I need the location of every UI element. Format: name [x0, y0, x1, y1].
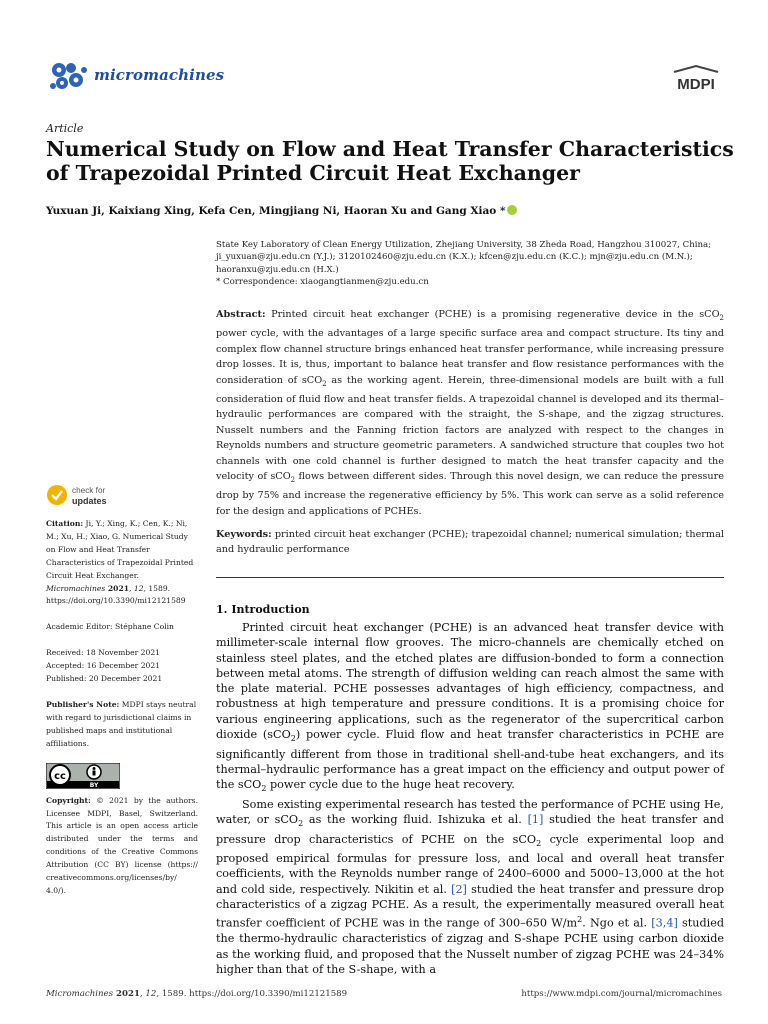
- intro-p2-text-e: studied the heat transfer and pressure drop characteristics of a zigzag PCHE. As a result, the experimentally measured overall heat transfer coefficient of PCHE was in the range of 300–650 W/m: [216, 882, 724, 931]
- introduction-body: [216, 620, 724, 977]
- affiliation-institution: State Key Laboratory of Clean Energy Utilization, Zhejiang University, 38 Zheda Road, Hangzhou 310027, China;: [216, 240, 712, 250]
- citation: [46, 518, 198, 608]
- copyright-label: Copyright:: [46, 795, 91, 805]
- intro-p1-text-a: Printed circuit heat exchanger (PCHE) is an advanced heat transfer device with millimeter-scale internal flow grooves. The micro-channels are chemically etched on stainless steel plates, and the etched plates are diffusion-bonded to form a connection between metal atoms. The strength of diffusion welding can reach almost the same with the plate material. PCHE possesses advantages of high efficiency, compactness, and robustness at high temperature and pressure conditions. It is a promising choice for various engineering applications, such as the regenerator of the supercritical carbon dioxide (sCO: [216, 621, 724, 742]
- citation-year: 2021: [105, 583, 130, 593]
- sidebar-metadata: [46, 518, 198, 898]
- abstract-text-4: flows between different sides. Through this novel design, we can reduce the pressure drop by 75% and increase the regenerative efficiency by 5%. This work can serve as a solid reference for the design and applications of PCHEs.: [216, 470, 724, 517]
- intro-p1-text-b: ) power cycle. Fluid flow and heat transfer characteristics in PCHE are significantly different from those in traditional shell-and-tube heat exchangers, and its thermal–hydraulic performance has a great impact on the efficiency and output power of the sCO: [216, 728, 724, 792]
- keywords-label: Keywords:: [216, 529, 272, 540]
- footer-volume: , 12,: [139, 989, 160, 999]
- citation-text: Ji, Y.; Xing, K.; Cen, K.; Ni, M.; Xu, H.; Xiao, G. Numerical Study on Flow and Heat Transfer Characteristics of Trapezoidal Printed Circuit Heat Exchanger.: [46, 519, 194, 580]
- abstract-text-1: Printed circuit heat exchanger (PCHE) is a promising regenerative device in the sCO: [265, 309, 720, 320]
- publisher-note-text: MDPI stays neutral with regard to jurisdictional claims in published maps and institutional affiliations.: [46, 699, 197, 748]
- abstract-text-3: as the working agent. Herein, three-dimensional models are built with a full consideration of fluid flow and heat transfer fields. A trapezoidal channel is developed and its thermal–hydraulic performances are compared with the straight, the S-shape, and the zigzag structures. Nusselt numbers and the Fanning friction factors are analyzed with respect to the changes in Reynolds numbers and structure geometric parameters. A sandwiched structure that couples two hot channels with one cold channel is further designed to match the heat transfer capacity and the velocity of sCO: [216, 374, 724, 482]
- copyright-text: © 2021 by the authors. Licensee MDPI, Basel, Switzerland. This article is an open access article distributed under the terms and conditions of the Creative Commons Attribution (CC BY) license (https:// creativecommons.org/licenses/by/ 4.0/).: [46, 795, 198, 895]
- orcid-icon[interactable]: [507, 205, 517, 215]
- footer-journal: Micromachines: [46, 989, 114, 999]
- paper-title: Numerical Study on Flow and Heat Transfer Characteristics of Trapezoidal Printed Circuit Heat Exchanger: [46, 137, 734, 185]
- footer-doi[interactable]: 1589. https://doi.org/10.3390/mi12121589: [159, 989, 348, 999]
- intro-p2-text-d: cycle experimental loop and proposed empirical formulas for pressure loss, and local and overall heat transfer coefficients, with the Reynolds number range of 2400–6000 and 5000–13,000 at the hot and cold side, respectively. Nikitin et al.: [216, 832, 725, 896]
- footer-citation: [46, 989, 347, 999]
- check-updates-line1: check for: [72, 486, 106, 495]
- check-updates-line2: updates: [72, 496, 107, 506]
- accepted-date: Accepted: 16 December 2021: [46, 661, 161, 671]
- intro-p2-text-b: as the working fluid. Ishizuka et al.: [303, 813, 528, 827]
- check-for-updates-button[interactable]: [46, 484, 156, 512]
- publisher-name: MDPI: [677, 76, 715, 93]
- keywords-text: printed circuit heat exchanger (PCHE); trapezoidal channel; numerical simulation; thermal and hydraulic performance: [216, 529, 724, 556]
- section-heading-introduction: 1. Introduction: [216, 603, 310, 616]
- received-date: Received: 18 November 2021: [46, 648, 161, 658]
- journal-name: micromachines: [94, 66, 225, 84]
- reference-link-2[interactable]: [2]: [451, 882, 467, 896]
- article-type: Article: [46, 122, 84, 135]
- intro-p2-text-c: studied the heat transfer and pressure drop characteristics of PCHE on the sCO: [216, 813, 724, 846]
- svg-text:cc: cc: [54, 770, 66, 782]
- abstract-label: Abstract:: [216, 309, 266, 320]
- academic-editor: Academic Editor: Stéphane Colin: [46, 622, 174, 632]
- reference-link-1[interactable]: [1]: [527, 813, 544, 827]
- section-divider: [216, 577, 724, 578]
- correspondence: * Correspondence: xiaogangtianmen@zju.edu.cn: [216, 277, 429, 288]
- affiliation-block: [216, 239, 728, 289]
- cc-by-license-icon[interactable]: [46, 763, 120, 789]
- check-updates-text: [72, 486, 107, 507]
- intro-p2-text-f: . Ngo et al.: [582, 917, 652, 931]
- footer-year: 2021: [113, 989, 140, 999]
- citation-label: Citation:: [46, 519, 84, 528]
- affiliation-emails: ji_yuxuan@zju.edu.cn (Y.J.); 3120102460@zju.edu.cn (K.X.); kfcen@zju.edu.cn (K.C.); mjn@zju.edu.cn (M.N.); haoranxu@zju.edu.cn (H.X.): [216, 252, 693, 275]
- cc-badge-text: BY: [89, 781, 99, 789]
- citation-doi[interactable]: 1589. https://doi.org/10.3390/mi12121589: [46, 583, 186, 606]
- intro-p2-text-a: Some existing experimental research has tested the performance of PCHE using He, water, or sCO: [216, 797, 724, 827]
- intro-paragraph-1: Printed circuit heat exchanger (PCHE) is an advanced heat transfer device with millimeter-scale internal flow grooves. The micro-channels are chemically etched on stainless steel plates, and the etched plates are diffusion-bonded to form a connection between metal atoms. The strength of diffusion welding can reach almost the same with the plate material. PCHE possesses advantages of high efficiency, compactness, and robustness at high temperature and pressure conditions. It is a promising choice for various engineering applications, such as the regenerator of the supercritical carbon dioxide (sCO$_2$) power cycle. Fluid flow and heat transfer characteristics in PCHE are significantly different from those in traditional shell-and-tube heat exchangers, and its thermal–hydraulic performance has a great impact on the efficiency and output power of the sCO$_2$ power cycle due to the huge heat recovery.: [216, 621, 724, 794]
- intro-p1-text-c: power cycle due to the huge heat recovery.: [266, 778, 515, 792]
- abstract-text-2: power cycle, with the advantages of a large specific surface area and compact structure. Its tiny and complex flow channel structure brings enhanced heat transfer performance, while increasing pressure drop losses. It is, thus, important to balance heat transfer and flow resistance performances with the consideration of sCO: [216, 328, 724, 386]
- published-date: Published: 20 December 2021: [46, 674, 163, 684]
- intro-paragraph-2: Some existing experimental research has tested the performance of PCHE using He, water, or sCO$_2$ as the working fluid. Ishizuka et al. [1] studied the heat transfer and pressure drop characteristics of PCHE on the sCO$_2$ cycle experimental loop and proposed empirical formulas for pressure loss, and local and overall heat transfer coefficients, with the Reynolds number range of 2400–6000 and 5000–13,000 at the hot and cold side, respectively. Nikitin et al. [2] studied the heat transfer and pressure drop characteristics of a zigzag PCHE. As a result, the experimentally measured overall heat transfer coefficient of PCHE was in the range of 300–650 $W/m^2$. Ngo et al. [3,4] studied the thermo-hydraulic characteristics of zigzag and S-shape PCHE using carbon dioxide as the working fluid, and proposed that the Nusselt number of zigzag PCHE was 24–34% higher than that of the S-shape, with a: [216, 797, 725, 976]
- check-updates-icon: [46, 484, 68, 506]
- intro-p2-text-g: studied the thermo-hydraulic characteristics of zigzag and S-shape PCHE using carbon dioxide as the working fluid, and proposed that the Nusselt number of zigzag PCHE was 24–34% higher than that of the S-shape, with a: [216, 917, 724, 976]
- keywords: [216, 527, 724, 558]
- abstract: Abstract: Printed circuit heat exchanger (PCHE) is a promising regenerative device in the sCO$_2$ power cycle, with the advantages of a large specific surface area and compact structure. Its tiny and complex flow channel structure brings enhanced heat transfer performance, while increasing pressure drop losses. It is, thus, important to balance heat transfer and flow resistance performances with the consideration of sCO$_2$ as the working agent. Herein, three-dimensional models are built with a full consideration of fluid flow and heat transfer fields. A trapezoidal channel is developed and its thermal–hydraulic performances are compared with the straight, the S-shape, and the zigzag structures. Nusselt numbers and the Fanning friction factors are analyzed with respect to the changes in Reynolds numbers and structure geometric parameters. A sandwiched structure that couples two hot channels with one cold channel is further designed to match the heat transfer capacity and the velocity of sCO$_2$ flows between different sides. Through this novel design, we can reduce the pressure drop by 75% and increase the regenerative efficiency by 5%. This work can serve as a solid reference for the design and applications of PCHEs.: [216, 309, 724, 517]
- footer-journal-url[interactable]: https://www.mdpi.com/journal/micromachines: [521, 989, 722, 999]
- citation-volume: , 12,: [129, 583, 146, 593]
- copyright: [46, 795, 198, 898]
- author-list: [46, 205, 517, 217]
- mdpi-logo: [668, 64, 724, 96]
- publisher-note-label: Publisher's Note:: [46, 699, 120, 709]
- citation-journal: Micromachines: [46, 583, 106, 593]
- reference-link-3-4[interactable]: [3,4]: [651, 917, 678, 931]
- publisher-note: [46, 699, 198, 751]
- author-names: Yuxuan Ji, Kaixiang Xing, Kefa Cen, Mingjiang Ni, Haoran Xu and Gang Xiao *: [46, 205, 506, 217]
- journal-logo-icon: [46, 56, 90, 96]
